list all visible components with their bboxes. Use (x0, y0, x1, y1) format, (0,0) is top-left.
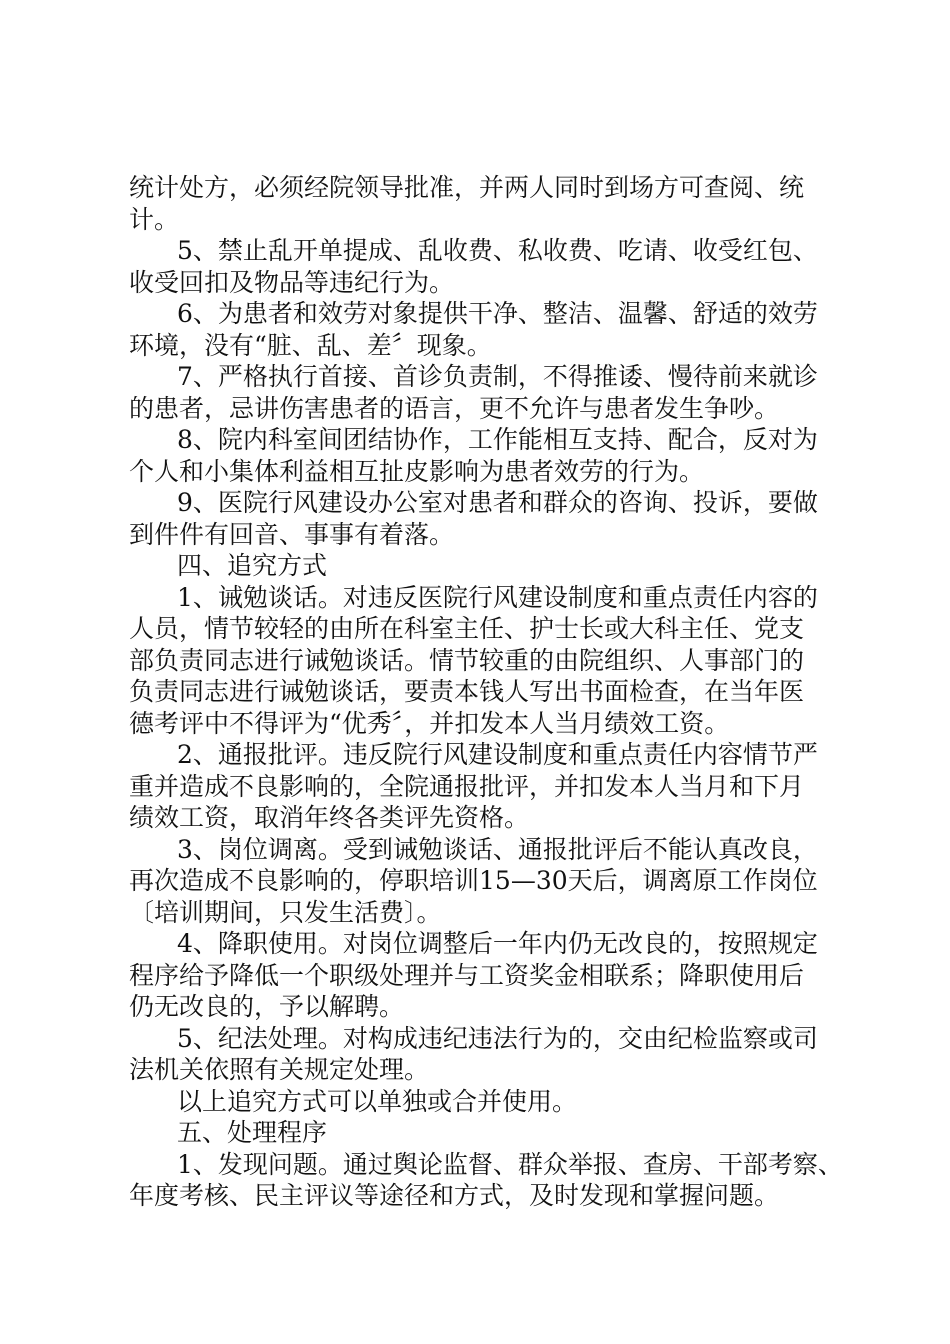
document-body (129, 172, 841, 1212)
text-line: 负责同志进行诫勉谈话，要责本钱人写出书面检查，在当年医 (129, 677, 805, 706)
text-line: 〔培训期间，只发生活费〕。 (129, 897, 442, 927)
text-line: 收受回扣及物品等违纪行为。 (129, 267, 455, 297)
text-line: 仍无改良的，予以解聘。 (129, 992, 405, 1021)
text-line: 的患者，忌讲伤害患者的语言，更不允许与患者发生争吵。 (129, 393, 780, 423)
text-line: 8、院内科室间团结协作，工作能相互支持、配合，反对为 (177, 425, 818, 454)
text-line: 人员，情节较轻的由所在科室主任、护士长或大科主任、党支 (129, 614, 805, 643)
text-line: 9、医院行风建设办公室对患者和群众的咨询、投诉，要做 (177, 488, 818, 517)
section-heading: 四、追究方式 (177, 551, 328, 580)
text-line: 个人和小集体利益相互扯皮影响为患者效劳的行为。 (129, 456, 705, 486)
text-line: 7、严格执行首接、首诊负责制，不得推诿、慢待前来就诊 (177, 362, 818, 391)
text-line: 6、为患者和效劳对象提供干净、整洁、温馨、舒适的效劳 (177, 299, 818, 328)
text-line: 计。 (129, 204, 180, 234)
text-line: 到件件有回音、事事有着落。 (129, 519, 455, 549)
text-line: 再次造成不良影响的，停职培训15—30天后，调离原工作岗位 (129, 866, 818, 895)
text-line: 以上追究方式可以单独或合并使用。 (177, 1086, 578, 1116)
section-heading: 五、处理程序 (177, 1118, 328, 1147)
text-line: 4、降职使用。对岗位调整后一年内仍无改良的，按照规定 (177, 929, 818, 958)
text-line: 统计处方，必须经院领导批准，并两人同时到场方可查阅、统 (129, 173, 805, 202)
text-line: 法机关依照有关规定处理。 (129, 1055, 430, 1084)
text-line: 年度考核、民主评议等途径和方式，及时发现和掌握问题。 (129, 1181, 780, 1210)
text-line: 部负责同志进行诫勉谈话。情节较重的由院组织、人事部门的 (129, 645, 805, 675)
text-line: 德考评中不得评为“优秀〞，并扣发本人当月绩效工资。 (129, 708, 730, 738)
text-line: 程序给予降低一个职级处理并与工资奖金相联系；降职使用后 (129, 960, 805, 990)
text-line: 1、诫勉谈话。对违反医院行风建设制度和重点责任内容的 (177, 582, 818, 612)
text-line: 2、通报批评。违反院行风建设制度和重点责任内容情节严 (177, 740, 818, 769)
text-line: 重并造成不良影响的，全院通报批评，并扣发本人当月和下月 (129, 771, 805, 801)
text-line: 绩效工资，取消年终各类评先资格。 (129, 803, 530, 832)
text-line: 5、禁止乱开单提成、乱收费、私收费、吃请、收受红包、 (177, 236, 818, 265)
text-line: 5、纪法处理。对构成违纪违法行为的，交由纪检监察或司 (177, 1023, 818, 1053)
text-line: 环境，没有“脏、乱、差〞现象。 (129, 330, 492, 360)
text-line: 1、发现问题。通过舆论监督、群众举报、查房、干部考察、 (177, 1149, 843, 1179)
text-line: 3、岗位调离。受到诫勉谈话、通报批评后不能认真改良， (177, 834, 818, 864)
